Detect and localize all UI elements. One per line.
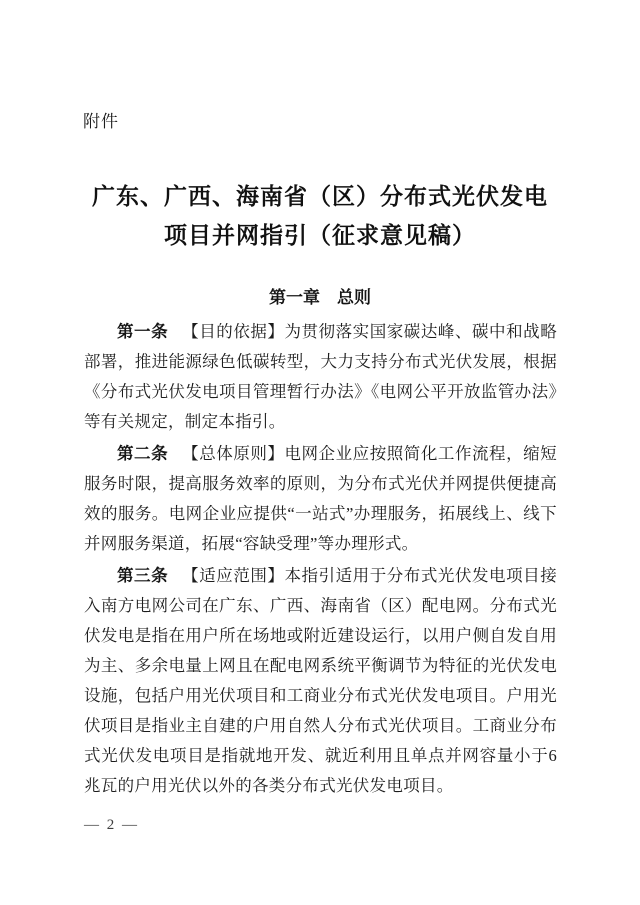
article-2-number: 第二条: [117, 445, 169, 463]
chapter-heading: 第一章 总则: [269, 288, 371, 307]
article-1-paragraph: [84, 317, 557, 437]
article-3-paragraph: [84, 561, 557, 801]
article-1-number: 第一条: [117, 323, 169, 341]
attachment-label: 附件: [83, 112, 119, 131]
document-title-line-1: 广东、广西、海南省（区）分布式光伏发电: [92, 184, 548, 209]
article-3-number: 第三条: [117, 567, 169, 585]
document-title-line-2: 项目并网指引（征求意见稿）: [164, 223, 476, 248]
article-1-text: 【目的依据】为贯彻落实国家碳达峰、碳中和战略部署，推进能源绿色低碳转型，大力支持分布式光伏发展，根据《分布式光伏发电项目管理暂行办法》《电网公平开放监管办法》等有关规定，制定本指引。: [84, 322, 557, 431]
article-2-paragraph: [84, 439, 557, 559]
article-3-text: 【适应范围】本指引适用于分布式光伏发电项目接入南方电网公司在广东、广西、海南省（区）配电网。分布式光伏发电是指在用户所在场地或附近建设运行，以用户侧自发自用为主、多余电量上网且在配电网系统平衡调节为特征的光伏发电设施，包括户用光伏项目和工商业分布式光伏发电项目。户用光伏项目是指业主自建的户用自然人分布式光伏项目。工商业分布式光伏发电项目是指就地开发、就近利用且单点并网容量小于6兆瓦的户用光伏以外的各类分布式光伏发电项目。: [84, 566, 557, 795]
document-body: [84, 317, 557, 803]
article-2-text: 【总体原则】电网企业应按照简化工作流程，缩短服务时限，提高服务效率的原则，为分布式光伏并网提供便捷高效的服务。电网企业应提供“一站式”办理服务，拓展线上、线下并网服务渠道，拓展“容缺受理”等办理形式。: [84, 444, 557, 553]
document-title: [0, 177, 640, 255]
page-number: — 2 —: [84, 817, 139, 833]
